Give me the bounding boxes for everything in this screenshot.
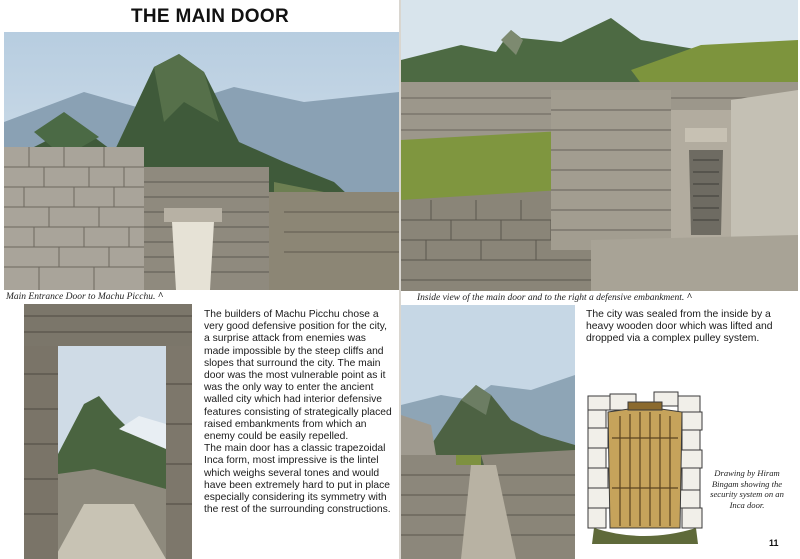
sketch-caption: Drawing by Hiram Bingam showing the security system on an Inca door. bbox=[710, 468, 784, 510]
right-body-text: The city was sealed from the inside by a heavy wooden door which was lifted and dropped via a complex pulley system. bbox=[586, 309, 773, 345]
left-page bbox=[0, 0, 399, 559]
photo-main-entrance bbox=[4, 32, 399, 290]
photo-caption-right bbox=[417, 292, 692, 303]
page-title: THE MAIN DOOR bbox=[130, 6, 289, 27]
body-paragraph-1: The builders of Machu Picchu chose a very good defensive position for the city, a surprise attack from enemies was made impossible by the steep cliffs and slopes that surround the city. The main door was the most vulnerable point as it was the only way to enter the ancient walled city which had interior defensive features consisting of strategically placed raised embankments from which an enemy could be easily repelled. bbox=[204, 309, 392, 443]
caption-text-right: Inside view of the main door and to the right a defensive embankment. bbox=[417, 293, 685, 303]
body-paragraph-2: The main door has a classic trapezoidal Inca form, most impressive is the lintel which weighs several tones and would have been extremely hard to put in place especially considering its symmetry with the rest of the surrounding constructions. bbox=[204, 443, 391, 516]
photo-caption-top bbox=[6, 291, 164, 302]
sketch-inca-door bbox=[584, 388, 706, 548]
photo-mountain-view bbox=[401, 305, 575, 559]
photo-inside-view bbox=[401, 0, 798, 291]
caret-up-icon: ^ bbox=[686, 292, 693, 303]
body-text-block bbox=[204, 309, 392, 516]
caret-up-icon: ^ bbox=[157, 291, 164, 302]
photo-doorway-view bbox=[24, 304, 192, 559]
right-page bbox=[401, 0, 800, 559]
caption-text: Main Entrance Door to Machu Picchu. bbox=[6, 292, 156, 302]
page-number: 11 bbox=[769, 538, 779, 548]
